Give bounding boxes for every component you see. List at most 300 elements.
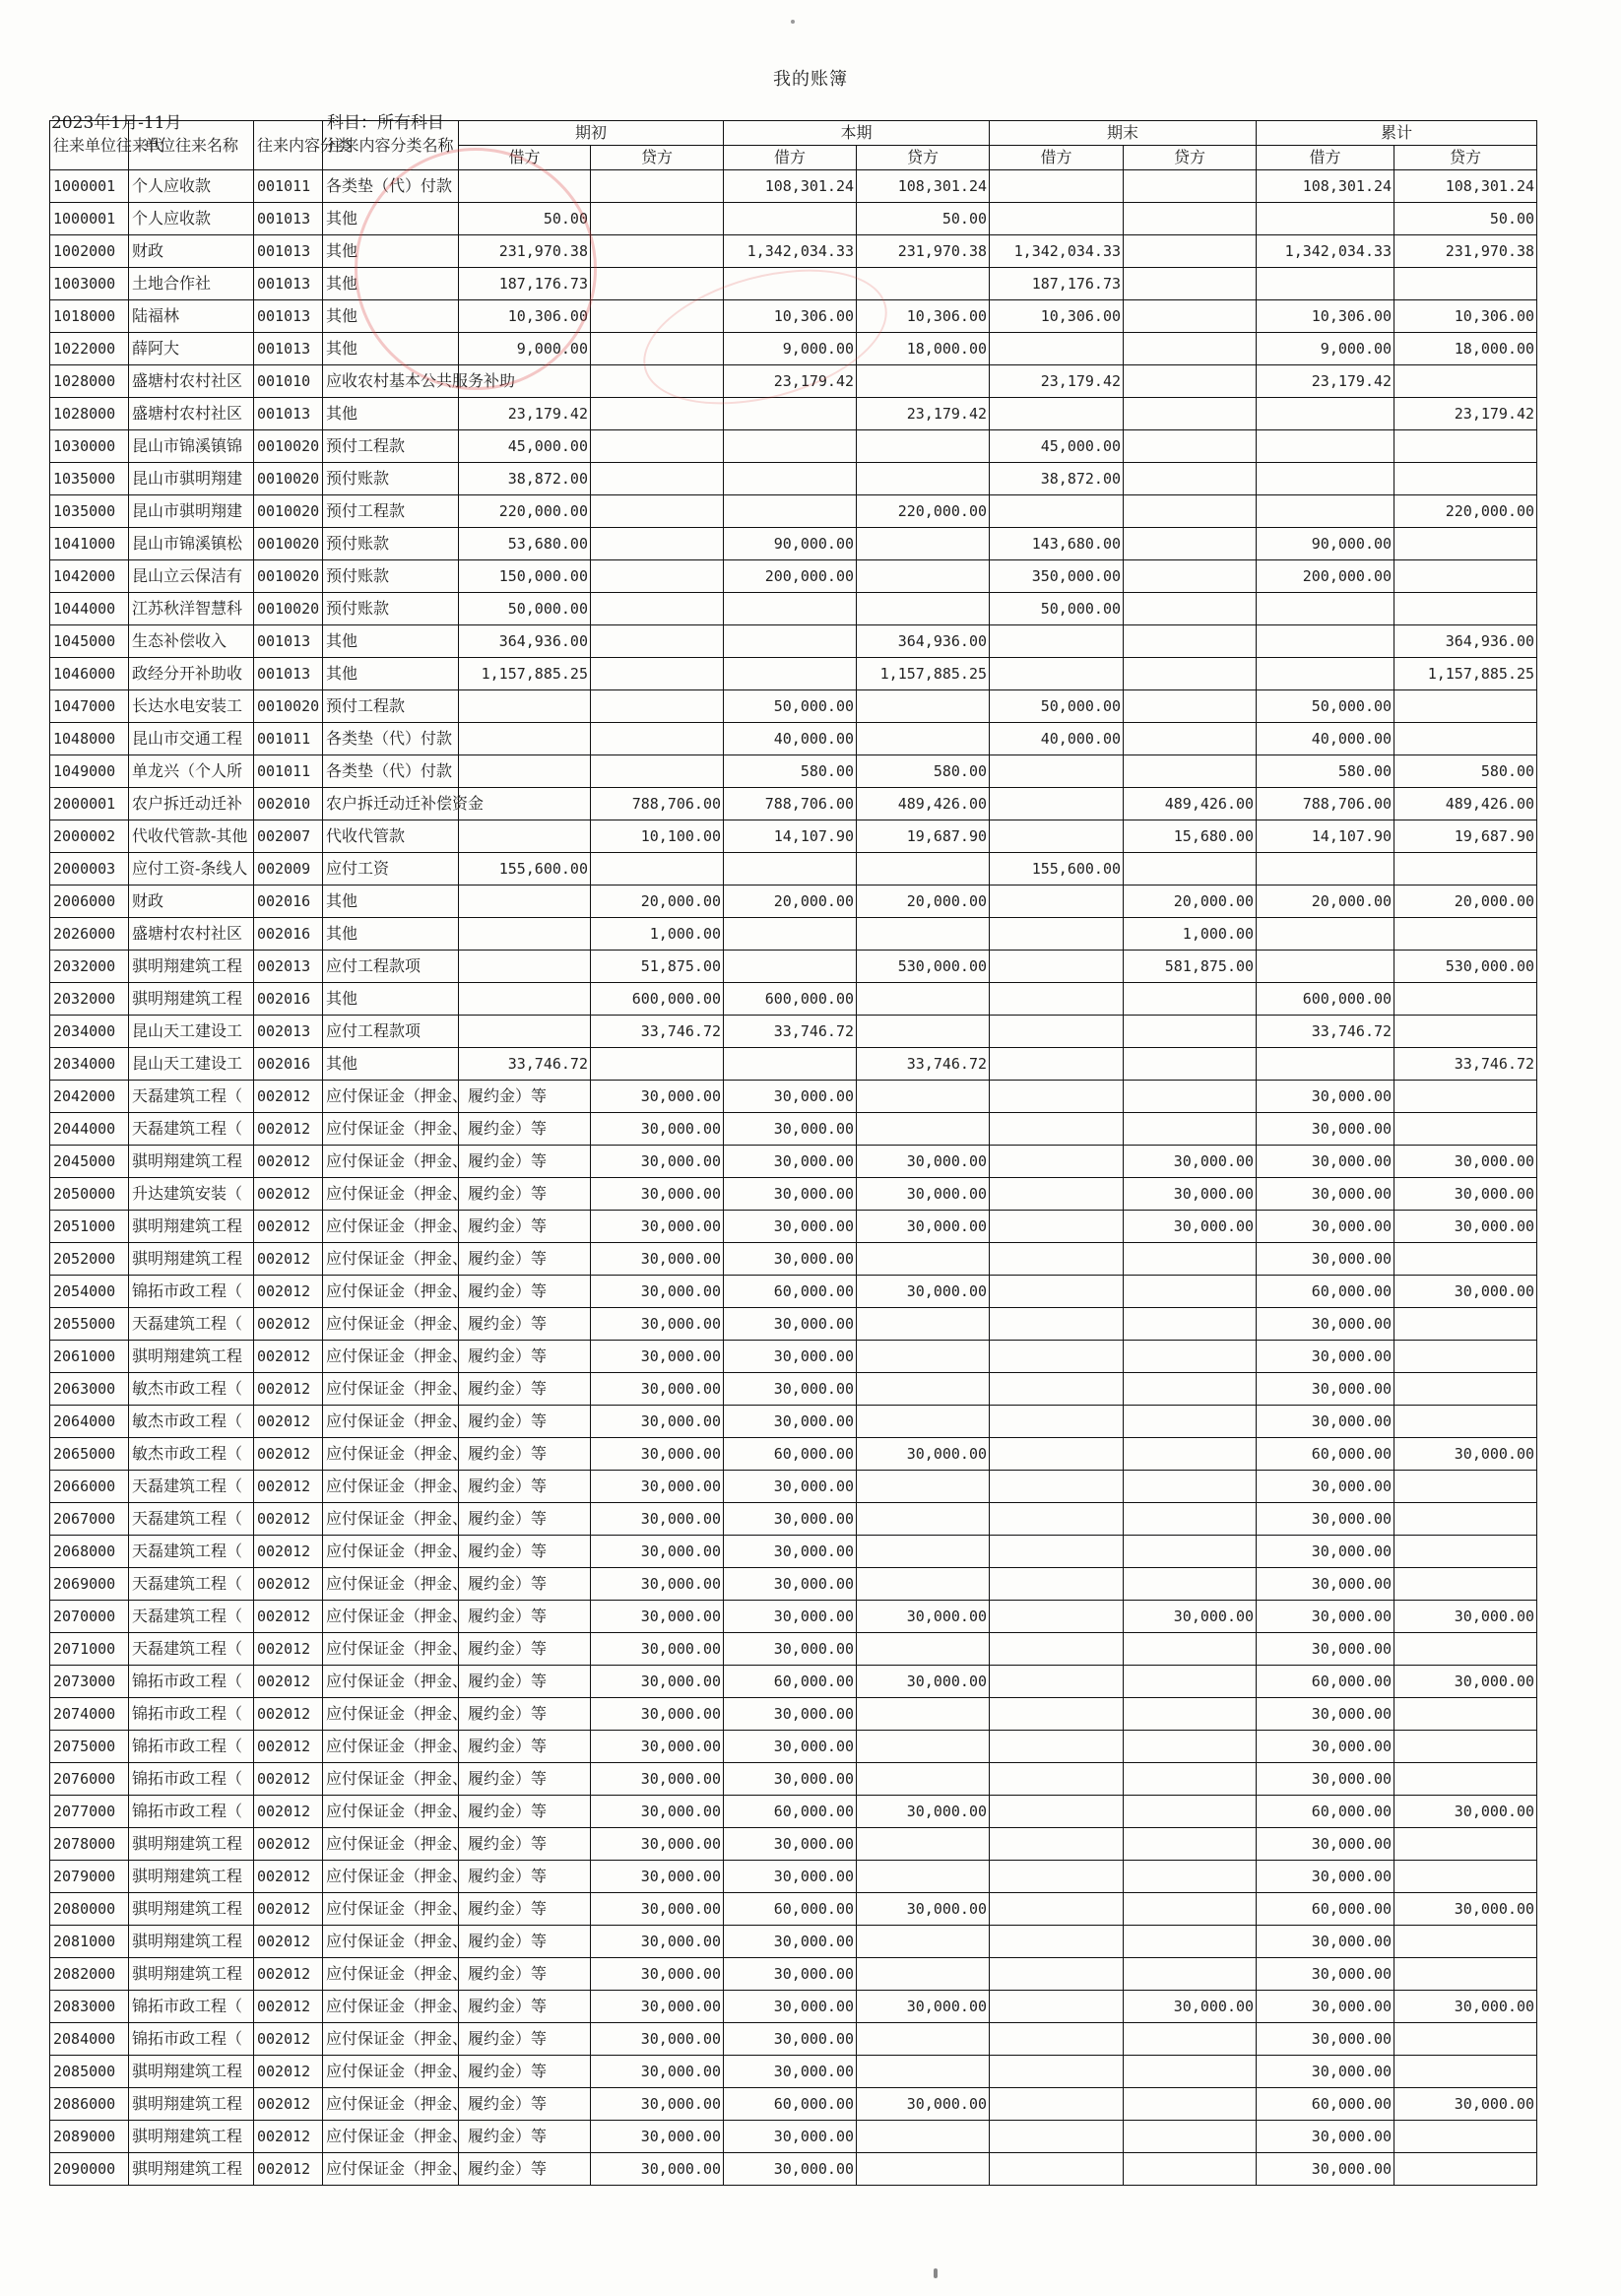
cell-cumulative-credit [1394,1341,1537,1373]
cell-cumulative-credit: 30,000.00 [1394,2088,1537,2121]
cell-class-name: 应付保证金（押金、履约金）等 [323,1113,459,1146]
cell-unit-name: 骐明翔建筑工程 [129,2056,254,2088]
cell-current-debit: 14,107.90 [724,820,857,853]
cell-closing-credit: 489,426.00 [1124,788,1257,820]
cell-opening-credit: 1,000.00 [591,918,724,951]
cell-current-debit: 30,000.00 [724,1113,857,1146]
cell-opening-credit: 30,000.00 [591,1568,724,1601]
cell-code: 2054000 [50,1276,129,1308]
cell-current-credit [857,1341,990,1373]
cell-unit-name: 天磊建筑工程（ [129,1113,254,1146]
cell-closing-debit [990,1243,1124,1276]
cell-opening-credit [591,268,724,300]
scan-speck [934,2268,938,2278]
cell-opening-credit: 30,000.00 [591,1471,724,1503]
cell-closing-credit [1124,1666,1257,1698]
table-row [50,1698,1537,1731]
cell-unit-name: 敏杰市政工程（ [129,1406,254,1438]
cell-current-debit: 30,000.00 [724,1763,857,1796]
cell-closing-debit [990,1991,1124,2023]
cell-current-credit: 30,000.00 [857,1796,990,1828]
cell-opening-credit: 30,000.00 [591,1536,724,1568]
header-group-current: 本期 [724,121,990,146]
cell-cumulative-credit [1394,1926,1537,1958]
cell-cumulative-debit: 33,746.72 [1257,1016,1394,1048]
cell-cumulative-credit [1394,1406,1537,1438]
cell-current-credit: 30,000.00 [857,1276,990,1308]
table-row [50,658,1537,690]
cell-code: 2089000 [50,2121,129,2153]
cell-class-code: 002012 [254,1211,323,1243]
table-row [50,983,1537,1016]
cell-cumulative-debit: 30,000.00 [1257,1991,1394,2023]
cell-current-debit: 30,000.00 [724,1926,857,1958]
cell-cumulative-credit: 50.00 [1394,203,1537,235]
cell-current-credit: 1,157,885.25 [857,658,990,690]
cell-current-credit [857,593,990,625]
cell-closing-credit [1124,853,1257,886]
cell-cumulative-debit [1257,658,1394,690]
cell-closing-credit [1124,1698,1257,1731]
table-row [50,1828,1537,1861]
table-row [50,1861,1537,1893]
cell-opening-credit [591,365,724,398]
cell-unit-name: 天磊建筑工程（ [129,1536,254,1568]
cell-closing-credit [1124,593,1257,625]
cell-code: 2032000 [50,983,129,1016]
cell-opening-credit: 30,000.00 [591,1146,724,1178]
cell-class-code: 0010020 [254,463,323,495]
cell-current-debit [724,853,857,886]
cell-cumulative-debit: 30,000.00 [1257,1341,1394,1373]
cell-closing-debit [990,1926,1124,1958]
cell-opening-credit [591,203,724,235]
cell-code: 1030000 [50,430,129,463]
cell-class-code: 002012 [254,1178,323,1211]
cell-code: 2090000 [50,2153,129,2186]
cell-class-code: 002016 [254,918,323,951]
cell-class-name: 应付保证金（押金、履约金）等 [323,1373,459,1406]
cell-cumulative-debit [1257,203,1394,235]
cell-code: 1002000 [50,235,129,268]
cell-cumulative-debit: 30,000.00 [1257,1731,1394,1763]
cell-current-credit [857,1081,990,1113]
cell-class-name: 预付账款 [323,560,459,593]
table-row [50,1211,1537,1243]
cell-closing-credit [1124,625,1257,658]
cell-opening-credit [591,495,724,528]
cell-closing-debit: 50,000.00 [990,593,1124,625]
cell-opening-debit [459,1016,591,1048]
cell-cumulative-credit: 19,687.90 [1394,820,1537,853]
cell-code: 2069000 [50,1568,129,1601]
cell-cumulative-credit: 108,301.24 [1394,170,1537,203]
cell-code: 1035000 [50,463,129,495]
cell-cumulative-debit [1257,268,1394,300]
cell-current-credit [857,365,990,398]
cell-code: 2042000 [50,1081,129,1113]
table-row [50,1568,1537,1601]
cell-closing-debit: 38,872.00 [990,463,1124,495]
cell-class-code: 002012 [254,1113,323,1146]
cell-current-debit [724,203,857,235]
cell-cumulative-debit: 30,000.00 [1257,1828,1394,1861]
cell-class-code: 001013 [254,333,323,365]
cell-unit-name: 锦拓市政工程（ [129,1796,254,1828]
cell-cumulative-debit: 788,706.00 [1257,788,1394,820]
cell-closing-credit [1124,1958,1257,1991]
cell-code: 1044000 [50,593,129,625]
cell-opening-credit: 30,000.00 [591,1211,724,1243]
cell-unit-name: 骐明翔建筑工程 [129,1243,254,1276]
cell-closing-debit [990,1893,1124,1926]
cell-unit-name: 骐明翔建筑工程 [129,1211,254,1243]
table-row [50,820,1537,853]
cell-class-name: 应付保证金（押金、履约金）等 [323,1601,459,1633]
cell-cumulative-debit: 50,000.00 [1257,690,1394,723]
table-row [50,1276,1537,1308]
cell-closing-credit [1124,2088,1257,2121]
cell-cumulative-debit: 30,000.00 [1257,1698,1394,1731]
cell-closing-credit: 1,000.00 [1124,918,1257,951]
cell-code: 2000003 [50,853,129,886]
cell-cumulative-credit: 30,000.00 [1394,1666,1537,1698]
cell-cumulative-credit: 530,000.00 [1394,951,1537,983]
cell-cumulative-debit: 30,000.00 [1257,1568,1394,1601]
cell-closing-debit [990,2121,1124,2153]
cell-current-credit [857,1536,990,1568]
cell-class-name: 应付保证金（押金、履约金）等 [323,1828,459,1861]
cell-current-credit: 33,746.72 [857,1048,990,1081]
cell-unit-name: 天磊建筑工程（ [129,1081,254,1113]
table-row [50,430,1537,463]
cell-cumulative-credit [1394,2023,1537,2056]
cell-current-debit: 30,000.00 [724,1503,857,1536]
cell-closing-credit: 581,875.00 [1124,951,1257,983]
cell-unit-name: 锦拓市政工程（ [129,1991,254,2023]
cell-cumulative-debit: 30,000.00 [1257,2056,1394,2088]
table-row [50,1926,1537,1958]
table-row [50,333,1537,365]
cell-closing-credit [1124,1438,1257,1471]
cell-cumulative-credit [1394,1113,1537,1146]
cell-code: 1028000 [50,365,129,398]
cell-class-name: 应付保证金（押金、履约金）等 [323,1731,459,1763]
cell-class-code: 002012 [254,1308,323,1341]
cell-closing-credit [1124,365,1257,398]
cell-closing-debit [990,1471,1124,1503]
cell-cumulative-credit [1394,2121,1537,2153]
cell-class-code: 001013 [254,268,323,300]
cell-opening-credit: 30,000.00 [591,1958,724,1991]
cell-current-debit: 30,000.00 [724,2056,857,2088]
cell-opening-debit: 220,000.00 [459,495,591,528]
cell-code: 2032000 [50,951,129,983]
cell-current-credit: 580.00 [857,755,990,788]
cell-current-credit [857,528,990,560]
cell-current-credit: 23,179.42 [857,398,990,430]
cell-class-code: 0010020 [254,430,323,463]
cell-code: 2000001 [50,788,129,820]
table-row [50,2088,1537,2121]
cell-cumulative-credit [1394,1568,1537,1601]
cell-cumulative-debit: 600,000.00 [1257,983,1394,1016]
cell-code: 1022000 [50,333,129,365]
cell-closing-debit [990,625,1124,658]
cell-class-name: 应付保证金（押金、履约金）等 [323,1503,459,1536]
cell-cumulative-debit: 90,000.00 [1257,528,1394,560]
cell-code: 2000002 [50,820,129,853]
cell-closing-debit [990,1503,1124,1536]
cell-cumulative-debit: 30,000.00 [1257,1113,1394,1146]
cell-closing-credit [1124,1633,1257,1666]
cell-closing-credit [1124,1113,1257,1146]
table-row [50,268,1537,300]
cell-unit-name: 应付工资-条线人 [129,853,254,886]
table-row [50,1633,1537,1666]
cell-class-code: 002012 [254,1406,323,1438]
table-row [50,1341,1537,1373]
cell-closing-debit [990,1178,1124,1211]
cell-opening-credit: 30,000.00 [591,2088,724,2121]
cell-closing-credit [1124,1796,1257,1828]
cell-code: 2051000 [50,1211,129,1243]
table-row [50,1016,1537,1048]
cell-class-name: 应付保证金（押金、履约金）等 [323,1471,459,1503]
cell-opening-credit [591,333,724,365]
cell-current-debit: 30,000.00 [724,1146,857,1178]
table-row [50,463,1537,495]
cell-current-credit [857,1568,990,1601]
cell-cumulative-credit: 364,936.00 [1394,625,1537,658]
cell-current-credit [857,853,990,886]
cell-current-debit: 60,000.00 [724,1893,857,1926]
cell-cumulative-credit: 30,000.00 [1394,1211,1537,1243]
cell-cumulative-debit [1257,398,1394,430]
cell-class-name: 各类垫（代）付款 [323,170,459,203]
cell-class-code: 001013 [254,203,323,235]
cell-class-name: 应付保证金（押金、履约金）等 [323,1926,459,1958]
cell-current-debit: 60,000.00 [724,2088,857,2121]
cell-current-debit: 30,000.00 [724,1828,857,1861]
table-row [50,1893,1537,1926]
cell-closing-debit: 143,680.00 [990,528,1124,560]
cell-closing-debit [990,1536,1124,1568]
cell-cumulative-debit: 9,000.00 [1257,333,1394,365]
cell-current-credit: 530,000.00 [857,951,990,983]
cell-opening-credit [591,430,724,463]
cell-cumulative-debit: 60,000.00 [1257,1893,1394,1926]
cell-opening-debit: 1,157,885.25 [459,658,591,690]
cell-code: 2075000 [50,1731,129,1763]
table-row [50,1991,1537,2023]
cell-closing-debit [990,1081,1124,1113]
cell-opening-credit: 30,000.00 [591,1926,724,1958]
header-code: 往来单位往来代 [50,121,129,170]
cell-current-credit [857,1016,990,1048]
cell-opening-credit: 30,000.00 [591,1178,724,1211]
cell-code: 1035000 [50,495,129,528]
cell-current-credit [857,1731,990,1763]
header-class-code: 往来内容分类 [254,121,323,170]
cell-current-credit [857,1503,990,1536]
cell-class-code: 001013 [254,398,323,430]
cell-unit-name: 昆山市锦溪镇松 [129,528,254,560]
cell-current-credit: 30,000.00 [857,1146,990,1178]
cell-closing-debit [990,1406,1124,1438]
cell-class-name: 其他 [323,918,459,951]
cell-closing-credit [1124,1016,1257,1048]
cell-code: 1000001 [50,170,129,203]
cell-closing-credit [1124,1536,1257,1568]
cell-cumulative-credit [1394,1081,1537,1113]
cell-opening-credit [591,528,724,560]
cell-current-debit: 108,301.24 [724,170,857,203]
cell-opening-credit: 30,000.00 [591,1796,724,1828]
cell-current-debit: 10,306.00 [724,300,857,333]
cell-opening-credit: 30,000.00 [591,1601,724,1633]
cell-class-name: 应付工程款项 [323,1016,459,1048]
cell-class-code: 002012 [254,1893,323,1926]
cell-current-debit [724,463,857,495]
cell-cumulative-credit [1394,1373,1537,1406]
cell-cumulative-debit: 30,000.00 [1257,1308,1394,1341]
cell-current-credit [857,723,990,755]
cell-closing-debit [990,1633,1124,1666]
cell-cumulative-debit: 30,000.00 [1257,2153,1394,2186]
cell-closing-credit [1124,2153,1257,2186]
cell-class-name: 应付保证金（押金、履约金）等 [323,1146,459,1178]
cell-code: 2085000 [50,2056,129,2088]
cell-unit-name: 升达建筑安装（ [129,1178,254,1211]
cell-opening-credit [591,853,724,886]
cell-current-credit [857,268,990,300]
cell-unit-name: 土地合作社 [129,268,254,300]
cell-class-name: 应付保证金（押金、履约金）等 [323,1276,459,1308]
table-row [50,170,1537,203]
cell-class-name: 代收代管款 [323,820,459,853]
cell-class-name: 应付保证金（押金、履约金）等 [323,2056,459,2088]
cell-cumulative-debit: 30,000.00 [1257,1958,1394,1991]
cell-closing-debit [990,1861,1124,1893]
cell-class-name: 应付保证金（押金、履约金）等 [323,1341,459,1373]
cell-cumulative-debit: 60,000.00 [1257,2088,1394,2121]
cell-class-code: 002012 [254,1438,323,1471]
cell-closing-credit [1124,2121,1257,2153]
cell-cumulative-credit [1394,918,1537,951]
cell-class-name: 应付保证金（押金、履约金）等 [323,1568,459,1601]
cell-class-code: 002012 [254,2088,323,2121]
cell-cumulative-credit: 30,000.00 [1394,1146,1537,1178]
cell-opening-credit [591,463,724,495]
header-group-opening: 期初 [459,121,724,146]
cell-unit-name: 骐明翔建筑工程 [129,2121,254,2153]
cell-code: 2081000 [50,1926,129,1958]
cell-code: 1049000 [50,755,129,788]
cell-cumulative-debit [1257,593,1394,625]
cell-opening-credit [591,170,724,203]
cell-opening-credit: 10,100.00 [591,820,724,853]
cell-unit-name: 昆山天工建设工 [129,1016,254,1048]
cell-class-name: 应付保证金（押金、履约金）等 [323,1666,459,1698]
cell-unit-name: 骐明翔建筑工程 [129,983,254,1016]
cell-unit-name: 盛塘村农村社区 [129,398,254,430]
cell-class-code: 002012 [254,2023,323,2056]
cell-current-credit [857,983,990,1016]
table-row [50,203,1537,235]
cell-current-credit [857,1243,990,1276]
cell-current-credit [857,2023,990,2056]
cell-class-code: 002013 [254,1016,323,1048]
cell-class-name: 应付保证金（押金、履约金）等 [323,1861,459,1893]
cell-class-name: 应付保证金（押金、履约金）等 [323,1178,459,1211]
cell-opening-debit: 33,746.72 [459,1048,591,1081]
cell-opening-credit [591,658,724,690]
cell-cumulative-credit [1394,1503,1537,1536]
cell-current-credit [857,560,990,593]
cell-opening-debit: 50.00 [459,203,591,235]
cell-cumulative-credit [1394,528,1537,560]
cell-closing-credit [1124,1373,1257,1406]
cell-opening-debit: 50,000.00 [459,593,591,625]
table-row [50,1178,1537,1211]
cell-current-credit [857,430,990,463]
cell-current-debit [724,398,857,430]
cell-class-code: 001011 [254,723,323,755]
cell-class-name: 应付保证金（押金、履约金）等 [323,1958,459,1991]
cell-cumulative-debit: 60,000.00 [1257,1276,1394,1308]
cell-class-code: 002007 [254,820,323,853]
cell-current-debit: 600,000.00 [724,983,857,1016]
cell-cumulative-credit: 18,000.00 [1394,333,1537,365]
table-row [50,1731,1537,1763]
cell-code: 2077000 [50,1796,129,1828]
cell-class-name: 预付工程款 [323,495,459,528]
table-row [50,918,1537,951]
cell-opening-debit [459,886,591,918]
cell-opening-credit [591,560,724,593]
cell-opening-debit: 155,600.00 [459,853,591,886]
cell-closing-debit [990,1828,1124,1861]
cell-code: 2034000 [50,1016,129,1048]
cell-closing-debit: 45,000.00 [990,430,1124,463]
cell-class-code: 002012 [254,1861,323,1893]
table-row [50,593,1537,625]
cell-class-name: 应付保证金（押金、履约金）等 [323,1211,459,1243]
cell-opening-debit [459,755,591,788]
cell-opening-credit: 30,000.00 [591,2023,724,2056]
cell-closing-debit [990,1601,1124,1633]
cell-class-name: 应付保证金（押金、履约金）等 [323,1308,459,1341]
cell-current-credit: 30,000.00 [857,1211,990,1243]
cell-class-code: 002012 [254,1243,323,1276]
cell-cumulative-debit: 23,179.42 [1257,365,1394,398]
cell-closing-credit [1124,463,1257,495]
cell-current-credit [857,1861,990,1893]
cell-unit-name: 代收代管款-其他 [129,820,254,853]
cell-unit-name: 昆山市骐明翔建 [129,463,254,495]
cell-current-debit: 20,000.00 [724,886,857,918]
cell-opening-credit: 30,000.00 [591,1893,724,1926]
table-row [50,690,1537,723]
cell-cumulative-debit [1257,853,1394,886]
cell-closing-debit: 155,600.00 [990,853,1124,886]
cell-code: 1042000 [50,560,129,593]
cell-opening-credit: 30,000.00 [591,1081,724,1113]
cell-cumulative-credit [1394,2153,1537,2186]
table-row [50,951,1537,983]
cell-unit-name: 个人应收款 [129,170,254,203]
